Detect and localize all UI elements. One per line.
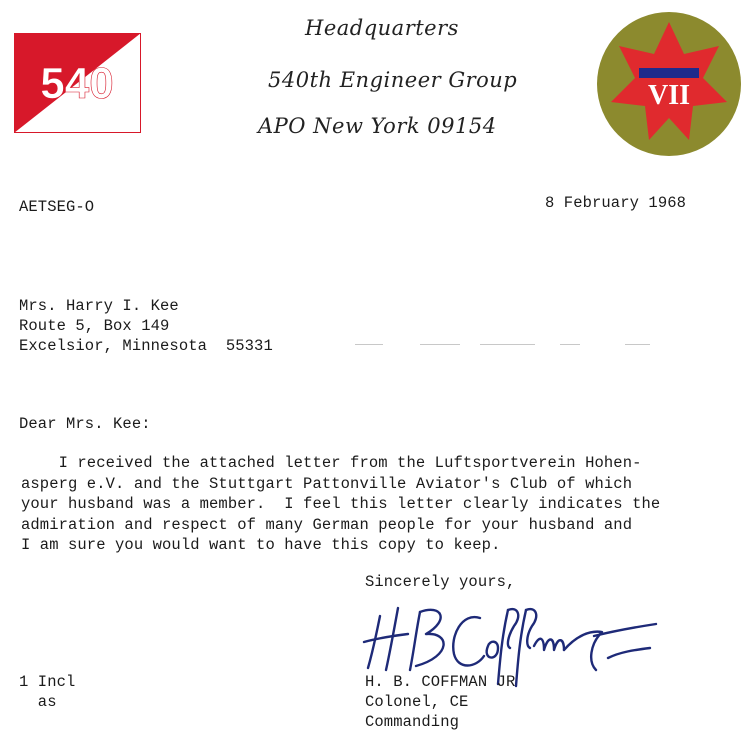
letterhead-line-1: Headquarters xyxy=(305,16,459,40)
scan-mark xyxy=(420,344,460,345)
letterhead-line-2: 540th Engineer Group xyxy=(268,68,518,92)
scan-mark xyxy=(625,344,650,345)
scan-mark xyxy=(355,344,383,345)
letterhead-line-3: APO New York 09154 xyxy=(258,114,497,138)
scan-mark xyxy=(480,344,535,345)
signer-name: H. B. COFFMAN JR xyxy=(365,673,516,691)
reference-code: AETSEG-O xyxy=(19,198,95,216)
address-street: Route 5, Box 149 xyxy=(19,317,170,335)
body-line: asperg e.V. and the Stuttgart Pattonville Aviator's Club of which xyxy=(21,474,633,493)
address-name: Mrs. Harry I. Kee xyxy=(19,297,179,315)
salutation: Dear Mrs. Kee: xyxy=(19,415,151,433)
body-line: I am sure you would want to have this copy to keep. xyxy=(21,536,501,554)
address-city: Excelsior, Minnesota 55331 xyxy=(19,337,273,355)
body-line: I received the attached letter from the Luftsportverein Hohen- xyxy=(21,454,642,472)
scan-mark xyxy=(560,344,580,345)
letter-date: 8 February 1968 xyxy=(545,194,687,212)
enclosure-line-2: as xyxy=(19,693,57,711)
body-line: admiration and respect of many German people for your husband and xyxy=(21,515,633,534)
signer-rank: Colonel, CE xyxy=(365,693,469,711)
enclosure-line-1: 1 Incl xyxy=(19,673,76,691)
unit-logo-540 xyxy=(14,33,141,133)
signer-title: Commanding xyxy=(365,713,460,731)
logo-text: 540 xyxy=(40,59,114,108)
letter-body xyxy=(21,453,660,556)
corps-patch-emblem xyxy=(595,10,743,158)
body-line: your husband was a member. I feel this letter clearly indicates the xyxy=(21,495,661,513)
closing: Sincerely yours, xyxy=(365,573,516,591)
patch-text: VII xyxy=(647,80,691,111)
